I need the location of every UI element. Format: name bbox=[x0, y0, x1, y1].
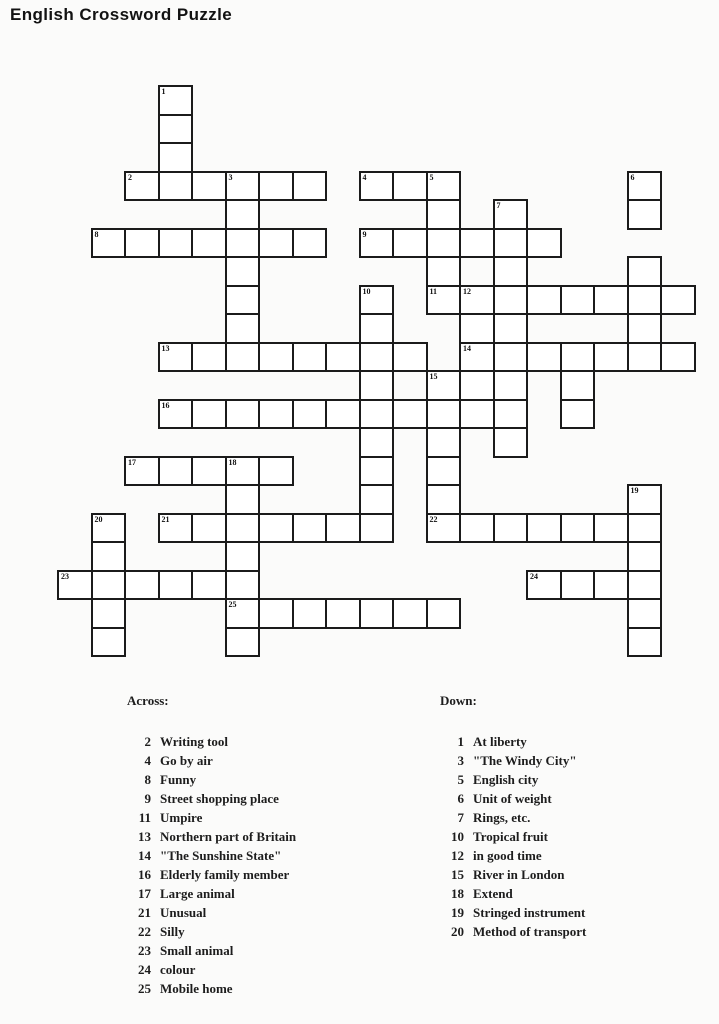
grid-cell[interactable] bbox=[359, 370, 395, 401]
grid-cell[interactable] bbox=[493, 199, 529, 230]
clue-number: 21 bbox=[138, 905, 151, 920]
grid-cell[interactable] bbox=[493, 342, 529, 373]
grid-cell[interactable] bbox=[426, 171, 462, 202]
grid-cell[interactable] bbox=[459, 228, 495, 259]
cell-number: 24 bbox=[530, 571, 538, 581]
grid-cell[interactable] bbox=[158, 513, 194, 544]
grid-cell[interactable] bbox=[426, 370, 462, 401]
grid-cell[interactable] bbox=[225, 285, 261, 316]
clue-number: 10 bbox=[451, 829, 464, 844]
grid-cell[interactable] bbox=[258, 228, 294, 259]
grid-cell[interactable] bbox=[593, 513, 629, 544]
grid-cell[interactable] bbox=[426, 399, 462, 430]
clue-number: 2 bbox=[144, 734, 151, 749]
grid-cell[interactable] bbox=[627, 342, 663, 373]
grid-cell[interactable] bbox=[459, 313, 495, 344]
clue-item bbox=[127, 981, 427, 1000]
grid-cell[interactable] bbox=[225, 228, 261, 259]
clue-number: 16 bbox=[138, 867, 151, 882]
cell-number: 21 bbox=[161, 514, 170, 524]
grid-cell[interactable] bbox=[392, 598, 428, 629]
grid-cell[interactable] bbox=[258, 342, 294, 373]
grid-cell[interactable] bbox=[426, 285, 462, 316]
grid-cell[interactable] bbox=[191, 456, 227, 487]
cell-number: 25 bbox=[228, 600, 237, 609]
clue-item bbox=[440, 734, 710, 753]
cell-number: 10 bbox=[362, 286, 371, 296]
clue-number: 15 bbox=[451, 867, 464, 882]
cell-number: 20 bbox=[94, 514, 103, 524]
grid-cell[interactable] bbox=[426, 513, 462, 544]
cell-number: 17 bbox=[128, 457, 136, 467]
grid-cell[interactable] bbox=[191, 228, 227, 259]
clue-text: Large animal bbox=[160, 886, 235, 901]
grid-cell[interactable] bbox=[225, 256, 261, 287]
cell-number: 7 bbox=[496, 201, 501, 210]
clue-item bbox=[440, 905, 710, 924]
clue-text: colour bbox=[160, 962, 196, 977]
grid-cell[interactable] bbox=[158, 570, 194, 601]
grid-cell[interactable] bbox=[359, 484, 395, 515]
grid-cell[interactable] bbox=[225, 171, 261, 202]
grid-cell[interactable] bbox=[493, 228, 529, 259]
clue-text: English city bbox=[473, 772, 539, 787]
clue-item bbox=[127, 810, 427, 829]
grid-cell[interactable] bbox=[359, 171, 395, 202]
clue-number: 12 bbox=[451, 848, 464, 863]
grid-cell[interactable] bbox=[325, 598, 361, 629]
grid-cell[interactable] bbox=[359, 427, 395, 458]
grid-cell[interactable] bbox=[225, 513, 261, 544]
page-title: English Crossword Puzzle bbox=[10, 5, 233, 24]
grid-cell[interactable] bbox=[627, 256, 663, 287]
grid-cell[interactable] bbox=[191, 570, 227, 601]
grid-cell[interactable] bbox=[225, 313, 261, 344]
grid-cell[interactable] bbox=[593, 285, 629, 316]
grid-cell[interactable] bbox=[426, 456, 462, 487]
grid-cell[interactable] bbox=[225, 399, 261, 430]
clue-item bbox=[127, 962, 427, 981]
clue-item bbox=[440, 867, 710, 886]
grid-cell[interactable] bbox=[191, 342, 227, 373]
grid-cell[interactable] bbox=[91, 570, 127, 601]
grid-cell[interactable] bbox=[258, 171, 294, 202]
cell-number: 9 bbox=[362, 229, 367, 239]
clue-item bbox=[127, 886, 427, 905]
grid-cell[interactable] bbox=[560, 513, 596, 544]
grid-cell[interactable] bbox=[560, 370, 596, 401]
clue-text: Rings, etc. bbox=[473, 810, 531, 825]
grid-cell[interactable] bbox=[493, 513, 529, 544]
clue-number: 7 bbox=[457, 810, 464, 825]
grid-cell[interactable] bbox=[91, 541, 127, 572]
grid-cell[interactable] bbox=[627, 484, 663, 515]
clue-item bbox=[440, 772, 710, 791]
cell-number: 22 bbox=[429, 514, 438, 524]
grid-cell[interactable] bbox=[57, 570, 93, 601]
grid-cell[interactable] bbox=[627, 513, 663, 544]
clue-text: "The Windy City" bbox=[473, 753, 577, 768]
across-clues bbox=[127, 693, 427, 1000]
grid-cell[interactable] bbox=[459, 285, 495, 316]
grid-cell[interactable] bbox=[426, 228, 462, 259]
grid-cell[interactable] bbox=[627, 313, 663, 344]
grid-cell[interactable] bbox=[191, 513, 227, 544]
clue-text: Unusual bbox=[160, 905, 207, 920]
grid-cell[interactable] bbox=[359, 456, 395, 487]
cell-number: 8 bbox=[94, 229, 99, 239]
clue-item bbox=[127, 829, 427, 848]
grid-cell[interactable] bbox=[627, 541, 663, 572]
grid-cell[interactable] bbox=[258, 456, 294, 487]
grid-cell[interactable] bbox=[158, 399, 194, 430]
clue-item bbox=[127, 924, 427, 943]
grid-cell[interactable] bbox=[191, 171, 227, 202]
clue-item bbox=[127, 753, 427, 772]
cell-number: 3 bbox=[228, 172, 233, 182]
grid-cell[interactable] bbox=[493, 370, 529, 401]
grid-cell[interactable] bbox=[426, 598, 462, 629]
cell-number: 16 bbox=[161, 400, 170, 410]
grid-cell[interactable] bbox=[191, 399, 227, 430]
clue-item bbox=[127, 867, 427, 886]
clue-item bbox=[440, 810, 710, 829]
across-heading: Across: bbox=[127, 693, 169, 708]
grid-cell[interactable] bbox=[493, 285, 529, 316]
clue-item bbox=[440, 791, 710, 810]
grid-cell[interactable] bbox=[459, 370, 495, 401]
clue-number: 22 bbox=[138, 924, 151, 939]
cell-number: 4 bbox=[362, 172, 367, 182]
grid-cell[interactable] bbox=[426, 427, 462, 458]
cell-number: 12 bbox=[463, 286, 471, 296]
cell-number: 15 bbox=[429, 372, 438, 381]
grid-cell[interactable] bbox=[225, 456, 261, 487]
grid-cell[interactable] bbox=[158, 456, 194, 487]
clue-number: 24 bbox=[138, 962, 151, 977]
clue-number: 14 bbox=[138, 848, 151, 863]
clue-number: 6 bbox=[457, 791, 464, 806]
grid-cell[interactable] bbox=[459, 399, 495, 430]
grid-cell[interactable] bbox=[660, 285, 696, 316]
clue-text: "The Sunshine State" bbox=[160, 848, 282, 863]
grid-cell[interactable] bbox=[91, 228, 127, 259]
grid-cell[interactable] bbox=[493, 399, 529, 430]
grid-cell[interactable] bbox=[627, 627, 663, 658]
grid-cell[interactable] bbox=[292, 399, 328, 430]
clue-item bbox=[440, 848, 710, 867]
grid-cell[interactable] bbox=[91, 627, 127, 658]
clue-text: Elderly family member bbox=[160, 867, 290, 882]
grid-cell[interactable] bbox=[359, 285, 395, 316]
clue-number: 25 bbox=[138, 981, 151, 996]
grid-cell[interactable] bbox=[325, 399, 361, 430]
grid-cell[interactable] bbox=[292, 171, 328, 202]
across-list bbox=[127, 734, 427, 1000]
down-heading: Down: bbox=[440, 693, 477, 708]
clue-number: 13 bbox=[138, 829, 151, 844]
grid-cell[interactable] bbox=[158, 171, 194, 202]
clue-number: 17 bbox=[138, 886, 151, 901]
clue-number: 3 bbox=[457, 753, 464, 768]
grid-cell[interactable] bbox=[124, 171, 160, 202]
grid-cell[interactable] bbox=[526, 513, 562, 544]
grid-cell[interactable] bbox=[292, 598, 328, 629]
down-clues bbox=[440, 693, 710, 943]
cell-number: 2 bbox=[128, 172, 132, 182]
grid-cell[interactable] bbox=[158, 114, 194, 145]
grid-cell[interactable] bbox=[124, 228, 160, 259]
grid-cell[interactable] bbox=[660, 342, 696, 373]
grid-cell[interactable] bbox=[225, 570, 261, 601]
grid-cell[interactable] bbox=[459, 513, 495, 544]
clue-item bbox=[127, 734, 427, 753]
clue-text: Writing tool bbox=[160, 734, 229, 749]
grid-cell[interactable] bbox=[526, 285, 562, 316]
clue-text: Street shopping place bbox=[160, 791, 279, 806]
grid-cell[interactable] bbox=[359, 342, 395, 373]
grid-cell[interactable] bbox=[560, 342, 596, 373]
clue-text: Extend bbox=[473, 886, 513, 901]
cell-number: 18 bbox=[228, 457, 237, 467]
grid-cell[interactable] bbox=[426, 199, 462, 230]
clue-text: Small animal bbox=[160, 943, 234, 958]
clue-number: 1 bbox=[457, 734, 464, 749]
grid-cell[interactable] bbox=[493, 427, 529, 458]
grid-cell[interactable] bbox=[526, 570, 562, 601]
clue-number: 8 bbox=[144, 772, 151, 787]
grid-cell[interactable] bbox=[158, 342, 194, 373]
clue-item bbox=[127, 848, 427, 867]
grid-cell[interactable] bbox=[627, 285, 663, 316]
grid-cell[interactable] bbox=[258, 513, 294, 544]
grid-cell[interactable] bbox=[225, 484, 261, 515]
clue-number: 18 bbox=[451, 886, 464, 901]
clue-number: 20 bbox=[451, 924, 464, 939]
cell-number: 11 bbox=[429, 286, 438, 296]
grid-cell[interactable] bbox=[560, 399, 596, 430]
grid-cell[interactable] bbox=[258, 399, 294, 430]
grid-cell[interactable] bbox=[225, 598, 261, 629]
grid-cell[interactable] bbox=[359, 598, 395, 629]
clue-text: Go by air bbox=[160, 753, 213, 768]
cell-number: 23 bbox=[61, 571, 69, 581]
clue-number: 23 bbox=[138, 943, 151, 958]
grid-cell[interactable] bbox=[158, 85, 194, 116]
grid-cell[interactable] bbox=[593, 570, 629, 601]
grid-cell[interactable] bbox=[359, 313, 395, 344]
grid-cell[interactable] bbox=[124, 456, 160, 487]
grid-cell[interactable] bbox=[493, 256, 529, 287]
clue-number: 4 bbox=[144, 753, 151, 768]
grid-cell[interactable] bbox=[158, 228, 194, 259]
grid-cell[interactable] bbox=[292, 228, 328, 259]
grid-cell[interactable] bbox=[359, 228, 395, 259]
clue-item bbox=[127, 772, 427, 791]
clue-text: River in London bbox=[473, 867, 565, 882]
clue-item bbox=[440, 924, 710, 943]
clue-text: Stringed instrument bbox=[473, 905, 586, 920]
clue-item bbox=[440, 753, 710, 772]
clue-text: Method of transport bbox=[473, 924, 587, 939]
grid-cell[interactable] bbox=[526, 228, 562, 259]
grid-cell[interactable] bbox=[459, 342, 495, 373]
grid-cell[interactable] bbox=[426, 256, 462, 287]
clue-item bbox=[127, 943, 427, 962]
grid-cell[interactable] bbox=[292, 513, 328, 544]
cell-number: 5 bbox=[429, 172, 434, 182]
grid-cell[interactable] bbox=[627, 171, 663, 202]
clue-item bbox=[127, 905, 427, 924]
grid-cell[interactable] bbox=[158, 142, 194, 173]
clue-text: At liberty bbox=[473, 734, 527, 749]
grid-cell[interactable] bbox=[91, 513, 127, 544]
grid-cell[interactable] bbox=[225, 627, 261, 658]
grid-cell[interactable] bbox=[627, 570, 663, 601]
clue-item bbox=[127, 791, 427, 810]
grid-cell[interactable] bbox=[392, 228, 428, 259]
grid-cell[interactable] bbox=[292, 342, 328, 373]
grid-cell[interactable] bbox=[627, 199, 663, 230]
grid-cell[interactable] bbox=[526, 342, 562, 373]
grid-cell[interactable] bbox=[392, 342, 428, 373]
grid-cell[interactable] bbox=[560, 285, 596, 316]
grid-cell[interactable] bbox=[593, 342, 629, 373]
grid-cell[interactable] bbox=[258, 598, 294, 629]
cell-number: 1 bbox=[161, 87, 166, 96]
down-list bbox=[440, 734, 710, 943]
clue-item bbox=[440, 886, 710, 905]
grid-cell[interactable] bbox=[359, 513, 395, 544]
clue-text: in good time bbox=[473, 848, 542, 863]
clue-number: 19 bbox=[451, 905, 464, 920]
grid-cell[interactable] bbox=[627, 598, 663, 629]
grid-cell[interactable] bbox=[392, 171, 428, 202]
clue-text: Silly bbox=[160, 924, 185, 939]
clue-text: Tropical fruit bbox=[473, 829, 548, 844]
grid-cell[interactable] bbox=[124, 570, 160, 601]
grid-cell[interactable] bbox=[426, 484, 462, 515]
grid-cell[interactable] bbox=[560, 570, 596, 601]
grid-cell[interactable] bbox=[392, 399, 428, 430]
cell-number: 6 bbox=[630, 172, 635, 182]
clue-text: Unit of weight bbox=[473, 791, 552, 806]
cell-number: 19 bbox=[630, 486, 639, 495]
grid-cell[interactable] bbox=[325, 342, 361, 373]
clue-number: 11 bbox=[138, 810, 151, 825]
grid-cell[interactable] bbox=[325, 513, 361, 544]
clue-number: 5 bbox=[457, 772, 464, 787]
grid-cell[interactable] bbox=[91, 598, 127, 629]
grid-cell[interactable] bbox=[493, 313, 529, 344]
cell-number: 14 bbox=[463, 343, 471, 353]
clue-text: Funny bbox=[160, 772, 197, 787]
clue-text: Mobile home bbox=[160, 981, 233, 996]
cell-number: 13 bbox=[161, 343, 170, 353]
clue-item bbox=[440, 829, 710, 848]
grid-cell[interactable] bbox=[225, 342, 261, 373]
grid-cell[interactable] bbox=[359, 399, 395, 430]
clue-text: Northern part of Britain bbox=[160, 829, 297, 844]
grid-cell[interactable] bbox=[225, 199, 261, 230]
clue-text: Umpire bbox=[160, 810, 203, 825]
grid-cell[interactable] bbox=[225, 541, 261, 572]
clue-number: 9 bbox=[144, 791, 151, 806]
